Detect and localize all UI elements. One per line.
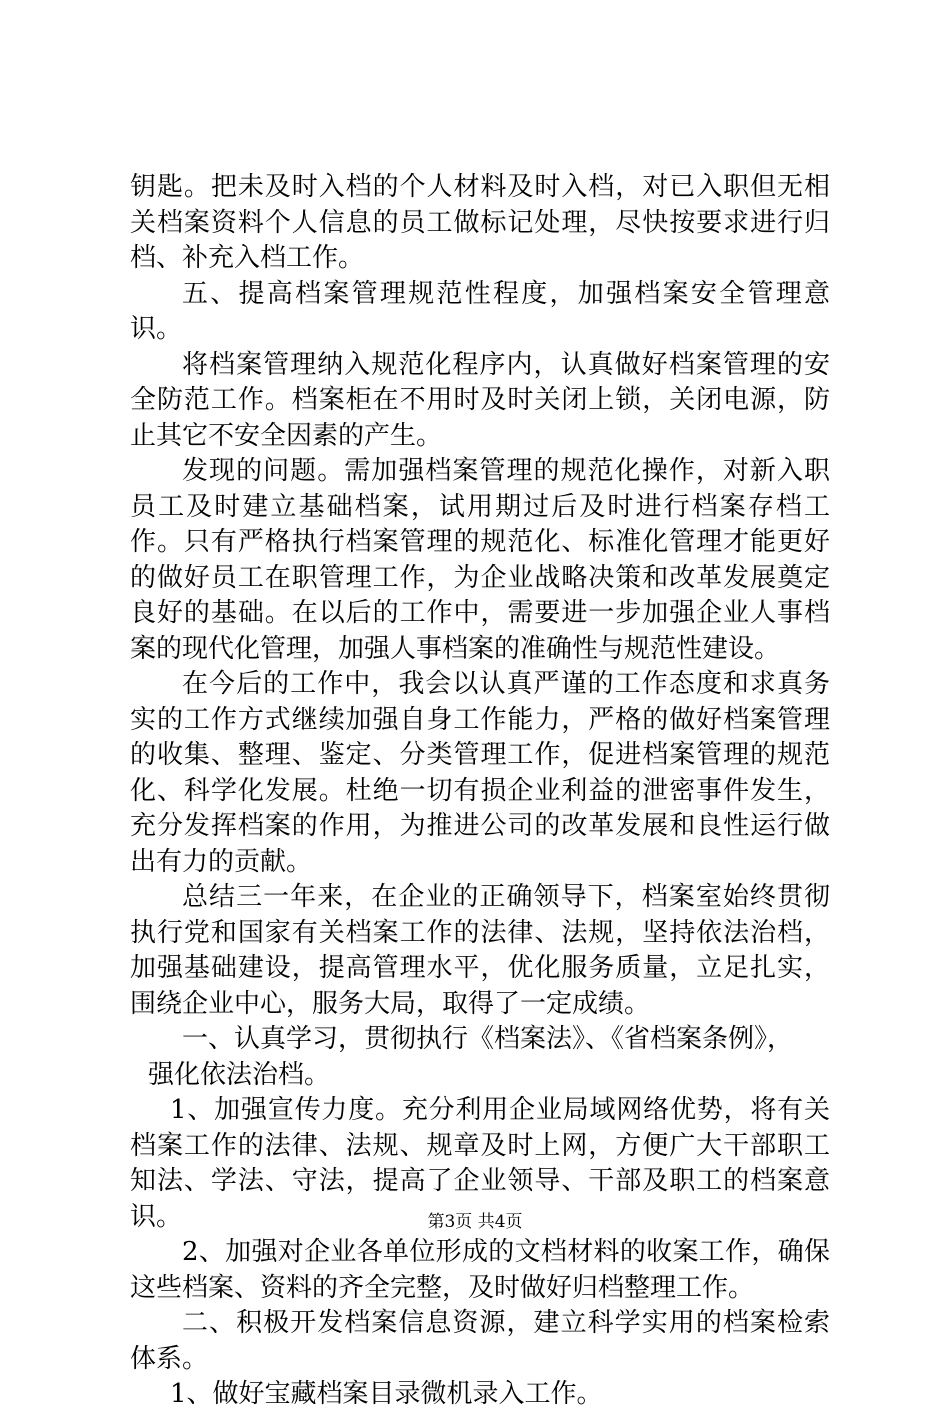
paragraph-security: 将档案管理纳入规范化程序内，认真做好档案管理的安全防范工作。档案柜在不用时及时关闭上锁，关闭电源，防止其它不安全因素的产生。 xyxy=(130,349,830,451)
paragraph-continuation: 钥匙。把未及时入档的个人材料及时入档，对已入职但无相关档案资料个人信息的员工做标记处理，尽快按要求进行归档、补充入档工作。 xyxy=(130,172,830,273)
section-heading-1-line2: 强化依法治档。 xyxy=(148,1059,331,1090)
paragraph-future-work: 在今后的工作中，我会以认真严谨的工作态度和求真务实的工作方式继续加强自身工作能力，严格的做好档案管理的收集、整理、鉴定、分类管理工作，促进档案管理的规范化、科学化发展。杜绝一切有损企业利益的泄密事件发生，充分发挥档案的作用，为推进公司的改革发展和良性运行做出有力的贡献。 xyxy=(130,669,830,877)
paragraph-summary-three: 总结三一年来，在企业的正确领导下，档案室始终贯彻执行党和国家有关档案工作的法律、法规，坚持依法治档，加强基础建设，提高管理水平，优化服务质量，立足扎实，围绕企业中心，服务大局，取得了一定成绩。 xyxy=(130,882,830,1019)
list-item-1-catalog: 1、做好宝藏档案目录微机录入工作。 xyxy=(170,1379,603,1409)
section-heading-1-line1: 一、认真学习，贯彻执行《档案法》、《省档案条例》， xyxy=(182,1024,794,1054)
section-heading-2: 二、积极开发档案信息资源，建立科学实用的档案检索体系。 xyxy=(130,1308,830,1374)
list-item-1-publicity: 1、加强宣传力度。充分利用企业局域网络优势，将有关档案工作的法律、法规、规章及时上网，方便广大干部职工知法、学法、守法，提高了企业领导、干部及职工的档案意识。 xyxy=(130,1095,830,1232)
section-heading-5: 五、提高档案管理规范性程度，加强档案安全管理意识。 xyxy=(130,278,830,344)
paragraph-problems: 发现的问题。需加强档案管理的规范化操作，对新入职员工及时建立基础档案，试用期过后及时进行档案存档工作。只有严格执行档案管理的规范化、标准化管理才能更好的做好员工在职管理工作，为企业战略决策和改革发展奠定良好的基础。在以后的工作中，需要进一步加强企业人事档案的现代化管理，加强人事档案的准确性与规范性建设。 xyxy=(130,456,830,664)
list-item-2-collection: 2、加强对企业各单位形成的文档材料的收案工作，确保这些档案、资料的齐全完整，及时做好归档整理工作。 xyxy=(130,1237,830,1303)
page-footer: 第3页 共4页 xyxy=(427,1212,523,1232)
